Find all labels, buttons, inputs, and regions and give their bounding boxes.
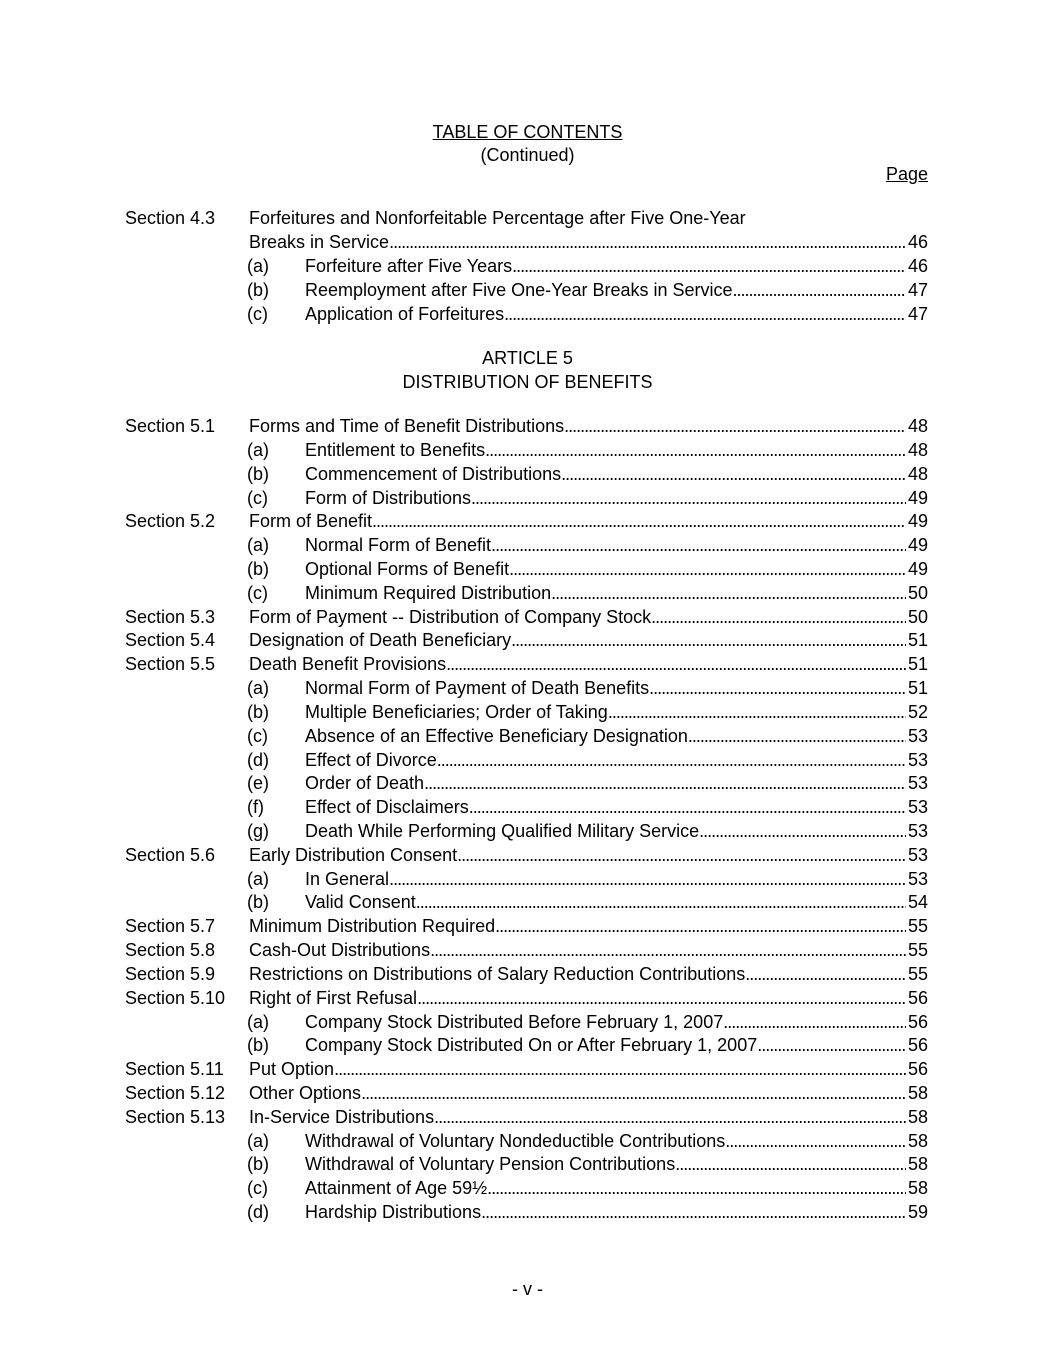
item-letter: (a) — [247, 678, 269, 698]
entry-title: Order of Death — [305, 773, 425, 794]
entry-title: Forms and Time of Benefit Distributions — [249, 416, 565, 436]
entry-title: Normal Form of Benefit — [305, 535, 492, 556]
toc-row[interactable] — [0, 700, 1055, 724]
section-number: Section 5.9 — [125, 963, 216, 984]
item-letter: (b) — [247, 1154, 269, 1175]
dot-leader — [487, 1176, 906, 1200]
dot-leader — [723, 1010, 906, 1034]
dot-leader — [485, 438, 906, 462]
toc-entry[interactable] — [305, 486, 928, 510]
toc-row[interactable] — [0, 1057, 1055, 1081]
page-number: 55 — [907, 963, 928, 984]
item-letter: (c) — [247, 725, 268, 746]
item-letter: (a) — [247, 256, 269, 276]
page-number: 46 — [907, 232, 928, 252]
entry-title: Form of Distributions — [305, 487, 472, 508]
page-footer-number: - v - — [512, 1279, 543, 1299]
toc-row[interactable] — [0, 676, 1055, 700]
toc-entry[interactable] — [305, 676, 928, 700]
toc-row[interactable] — [0, 890, 1055, 914]
page-number: 52 — [907, 701, 928, 722]
toc-entry[interactable] — [249, 1105, 928, 1129]
item-letter: (c) — [247, 1178, 268, 1199]
toc-entry[interactable] — [305, 438, 928, 462]
item-letter: (a) — [247, 1130, 269, 1151]
toc-row[interactable] — [0, 867, 1055, 891]
entry-title: Form of Payment -- Distribution of Company Stock — [249, 606, 652, 627]
dot-leader — [688, 724, 906, 748]
entry-title: Entitlement to Benefits — [305, 439, 486, 460]
item-letter: (b) — [247, 280, 269, 300]
toc-row[interactable] — [0, 438, 1055, 462]
page-number: 55 — [907, 940, 928, 960]
toc-entry[interactable] — [249, 914, 928, 938]
item-letter: (e) — [247, 773, 269, 794]
item-letter: (g) — [247, 820, 269, 841]
toc-row[interactable] — [0, 462, 1055, 486]
toc-entry[interactable] — [305, 581, 928, 605]
dot-leader — [446, 652, 906, 676]
entry-title: Withdrawal of Voluntary Pension Contributions — [305, 1154, 676, 1175]
toc-row[interactable] — [0, 509, 1055, 533]
dot-leader — [757, 1033, 906, 1057]
page-number: 56 — [907, 1059, 928, 1080]
entry-title: Breaks in Service — [249, 232, 390, 252]
toc-entry[interactable] — [305, 795, 928, 819]
page-number: 47 — [907, 280, 928, 300]
entry-title: Right of First Refusal — [249, 987, 418, 1008]
dot-leader — [745, 962, 906, 986]
toc-entry[interactable] — [305, 1033, 928, 1057]
dot-leader — [561, 462, 906, 486]
toc-row[interactable] — [0, 795, 1055, 819]
page-number: 51 — [907, 630, 928, 651]
toc-row[interactable] — [0, 1010, 1055, 1034]
page-number: 47 — [907, 304, 928, 324]
item-letter: (a) — [247, 535, 269, 556]
toc-entry[interactable] — [249, 986, 928, 1010]
toc-row[interactable] — [0, 1176, 1055, 1200]
entry-title: Restrictions on Distributions of Salary Reduction Contributions — [249, 963, 746, 984]
item-letter: (d) — [247, 1202, 269, 1223]
toc-row[interactable] — [0, 1033, 1055, 1057]
page-number: 58 — [907, 1106, 928, 1127]
page-number: 59 — [907, 1202, 928, 1223]
toc-entry[interactable] — [305, 700, 928, 724]
entry-title: Early Distribution Consent — [249, 844, 458, 865]
article-title: DISTRIBUTION OF BENEFITS — [402, 372, 653, 392]
page-number: 53 — [907, 868, 928, 889]
page-number: 49 — [907, 535, 928, 556]
dot-leader — [491, 533, 906, 557]
toc-entry[interactable] — [305, 748, 928, 772]
dot-leader — [495, 914, 906, 938]
dot-leader — [725, 1129, 906, 1153]
entry-title: Application of Forfeitures — [305, 304, 505, 324]
dot-leader — [733, 278, 906, 302]
toc-row[interactable] — [0, 748, 1055, 772]
item-letter: (b) — [247, 558, 269, 579]
dot-leader — [416, 890, 906, 914]
dot-leader — [430, 938, 906, 962]
toc-entry[interactable] — [305, 1152, 928, 1176]
page-column-label: Page — [885, 164, 928, 184]
toc-row[interactable] — [0, 843, 1055, 867]
section-number: Section 5.11 — [125, 1059, 224, 1080]
toc-row[interactable] — [0, 1200, 1055, 1224]
dot-leader — [471, 486, 906, 510]
section-number: Section 5.6 — [125, 844, 216, 865]
toc-entry[interactable] — [249, 962, 928, 986]
dot-leader — [675, 1152, 906, 1176]
section-number: Section 5.7 — [125, 916, 216, 937]
page-number: 54 — [907, 892, 928, 913]
toc-entry[interactable] — [305, 890, 928, 914]
page-number: 58 — [907, 1130, 928, 1151]
dot-leader — [481, 1200, 906, 1224]
page-number: 51 — [907, 678, 928, 698]
item-letter: (c) — [247, 487, 268, 508]
item-letter: (b) — [247, 892, 269, 913]
toc-entry[interactable] — [305, 1200, 928, 1224]
dot-leader — [389, 230, 906, 254]
entry-title: Designation of Death Beneficiary — [249, 630, 512, 651]
dot-leader — [504, 302, 906, 326]
entry-title: Withdrawal of Voluntary Nondeductible Contributions — [305, 1130, 726, 1151]
toc-entry[interactable] — [249, 628, 928, 652]
dot-leader — [649, 676, 906, 700]
toc-row[interactable] — [0, 486, 1055, 510]
page-number: 51 — [907, 654, 928, 675]
entry-title: Cash-Out Distributions — [249, 940, 431, 960]
page-number: 48 — [907, 463, 928, 484]
toc-entry[interactable] — [249, 938, 928, 962]
dot-leader — [361, 1081, 906, 1105]
toc-row[interactable] — [0, 414, 1055, 438]
entry-title: Company Stock Distributed On or After February 1, 2007 — [305, 1035, 758, 1056]
page-number: 58 — [907, 1083, 928, 1103]
toc-entry[interactable] — [305, 1010, 928, 1034]
page-number: 53 — [907, 844, 928, 865]
dot-leader — [551, 581, 906, 605]
toc-entry[interactable] — [305, 819, 928, 843]
toc-header — [0, 121, 1055, 167]
entry-title: Death While Performing Qualified Military Service — [305, 820, 700, 841]
page-number: 50 — [907, 582, 928, 603]
toc-row[interactable] — [0, 819, 1055, 843]
page-number: 53 — [907, 820, 928, 841]
entry-title: In General — [305, 868, 390, 889]
toc-entry[interactable] — [249, 230, 928, 254]
item-letter: (b) — [247, 1035, 269, 1056]
page-number: 46 — [907, 256, 928, 276]
dot-leader — [424, 771, 906, 795]
dot-leader — [437, 748, 906, 772]
dot-leader — [509, 557, 906, 581]
entry-title: Absence of an Effective Beneficiary Designation — [305, 725, 688, 746]
dot-leader — [564, 414, 906, 438]
toc-row[interactable] — [0, 533, 1055, 557]
page-title: TABLE OF CONTENTS — [432, 122, 623, 142]
dot-leader — [608, 700, 906, 724]
toc-row[interactable] — [0, 986, 1055, 1010]
toc-row — [0, 206, 1055, 230]
toc-row[interactable] — [0, 938, 1055, 962]
toc-entry[interactable] — [249, 605, 928, 629]
toc-entry[interactable] — [249, 509, 928, 533]
dot-leader — [469, 795, 906, 819]
entry-title: Death Benefit Provisions — [249, 654, 447, 675]
entry-title: Minimum Distribution Required — [249, 916, 496, 937]
toc-entry[interactable] — [305, 254, 928, 278]
toc-entry[interactable] — [305, 724, 928, 748]
dot-leader — [372, 509, 906, 533]
toc-entry[interactable] — [305, 278, 928, 302]
toc-row[interactable] — [0, 724, 1055, 748]
item-letter: (c) — [247, 304, 268, 324]
toc-entry[interactable] — [305, 1129, 928, 1153]
article-number: ARTICLE 5 — [482, 348, 573, 368]
toc-entry[interactable] — [249, 843, 928, 867]
toc-row[interactable] — [0, 581, 1055, 605]
page-number: 55 — [907, 916, 928, 937]
toc-row[interactable] — [0, 302, 1055, 326]
section-number: Section 5.10 — [125, 987, 226, 1008]
toc-entry[interactable] — [249, 1081, 928, 1105]
dot-leader — [511, 628, 906, 652]
page-number: 58 — [907, 1178, 928, 1199]
dot-leader — [512, 254, 906, 278]
toc-row[interactable] — [0, 962, 1055, 986]
section-number: Section 5.4 — [125, 630, 216, 651]
section-number: Section 5.12 — [125, 1083, 226, 1103]
page-number: 56 — [907, 1011, 928, 1032]
page-number: 48 — [907, 416, 928, 436]
toc-row[interactable] — [0, 605, 1055, 629]
toc-row[interactable] — [0, 557, 1055, 581]
section-number: Section 4.3 — [125, 208, 216, 228]
entry-title: Hardship Distributions — [305, 1202, 482, 1223]
section-number: Section 5.13 — [125, 1106, 226, 1127]
item-letter: (a) — [247, 1011, 269, 1032]
entry-title: Reemployment after Five One-Year Breaks in Service — [305, 280, 733, 300]
entry-title: Multiple Beneficiaries; Order of Taking — [305, 701, 608, 722]
toc-row[interactable] — [0, 628, 1055, 652]
toc-entry[interactable] — [249, 1057, 928, 1081]
item-letter: (f) — [247, 797, 264, 818]
item-letter: (b) — [247, 463, 269, 484]
dot-leader — [417, 986, 906, 1010]
dot-leader — [434, 1105, 906, 1129]
toc-entry[interactable] — [305, 557, 928, 581]
entry-title: Company Stock Distributed Before February 1, 2007 — [305, 1011, 724, 1032]
toc-row[interactable] — [0, 771, 1055, 795]
entry-title: Put Option — [249, 1059, 335, 1080]
item-letter: (a) — [247, 868, 269, 889]
page-number: 50 — [907, 606, 928, 627]
toc-row[interactable] — [0, 1152, 1055, 1176]
section-number: Section 5.1 — [125, 416, 216, 436]
section-number: Section 5.2 — [125, 511, 216, 532]
entry-title: Form of Benefit — [249, 511, 373, 532]
dot-leader — [334, 1057, 906, 1081]
page-number: 49 — [907, 511, 928, 532]
dot-leader — [651, 605, 906, 629]
toc-entry[interactable] — [249, 414, 928, 438]
dot-leader — [699, 819, 906, 843]
toc-row[interactable] — [0, 652, 1055, 676]
toc-entry[interactable] — [305, 1176, 928, 1200]
toc-row[interactable] — [0, 1129, 1055, 1153]
section-number: Section 5.5 — [125, 654, 216, 675]
section-number: Section 5.8 — [125, 940, 216, 960]
entry-title: Normal Form of Payment of Death Benefits — [305, 678, 650, 698]
entry-title: Forfeiture after Five Years — [305, 256, 513, 276]
page-number: 53 — [907, 725, 928, 746]
entry-title: Effect of Divorce — [305, 749, 437, 770]
item-letter: (c) — [247, 582, 268, 603]
toc-entry[interactable] — [305, 771, 928, 795]
page-number: 53 — [907, 797, 928, 818]
page-number: 49 — [907, 558, 928, 579]
toc-row[interactable] — [0, 254, 1055, 278]
entry-title: Optional Forms of Benefit — [305, 558, 510, 579]
entry-title: Valid Consent — [305, 892, 416, 913]
toc-row[interactable] — [0, 1105, 1055, 1129]
page-subtitle: (Continued) — [480, 145, 575, 165]
entry-title: Effect of Disclaimers — [305, 797, 469, 818]
entry-title: In-Service Distributions — [249, 1106, 435, 1127]
entry-title: Minimum Required Distribution — [305, 582, 552, 603]
page-number: 48 — [907, 439, 928, 460]
item-letter: (a) — [247, 439, 269, 460]
entry-title: Attainment of Age 59½ — [305, 1178, 488, 1199]
page-number: 56 — [907, 987, 928, 1008]
page-number: 53 — [907, 773, 928, 794]
entry-title: Forfeitures and Nonforfeitable Percentage after Five One-Year — [249, 208, 746, 228]
toc-entry[interactable] — [305, 462, 928, 486]
toc-entry[interactable] — [249, 652, 928, 676]
section-number: Section 5.3 — [125, 606, 216, 627]
dot-leader — [457, 843, 906, 867]
dot-leader — [389, 867, 906, 891]
toc-row[interactable] — [0, 1081, 1055, 1105]
item-letter: (b) — [247, 701, 269, 722]
page-number: 49 — [907, 487, 928, 508]
toc-row[interactable] — [0, 914, 1055, 938]
entry-title: Other Options — [249, 1083, 362, 1103]
page-number: 56 — [907, 1035, 928, 1056]
entry-title: Commencement of Distributions — [305, 463, 562, 484]
page-number: 58 — [907, 1154, 928, 1175]
toc-row[interactable] — [0, 278, 1055, 302]
toc-entry[interactable] — [305, 302, 928, 326]
toc-entry[interactable] — [305, 533, 928, 557]
toc-entry[interactable] — [305, 867, 928, 891]
item-letter: (d) — [247, 749, 269, 770]
page-number: 53 — [907, 749, 928, 770]
toc-row[interactable] — [0, 230, 1055, 254]
